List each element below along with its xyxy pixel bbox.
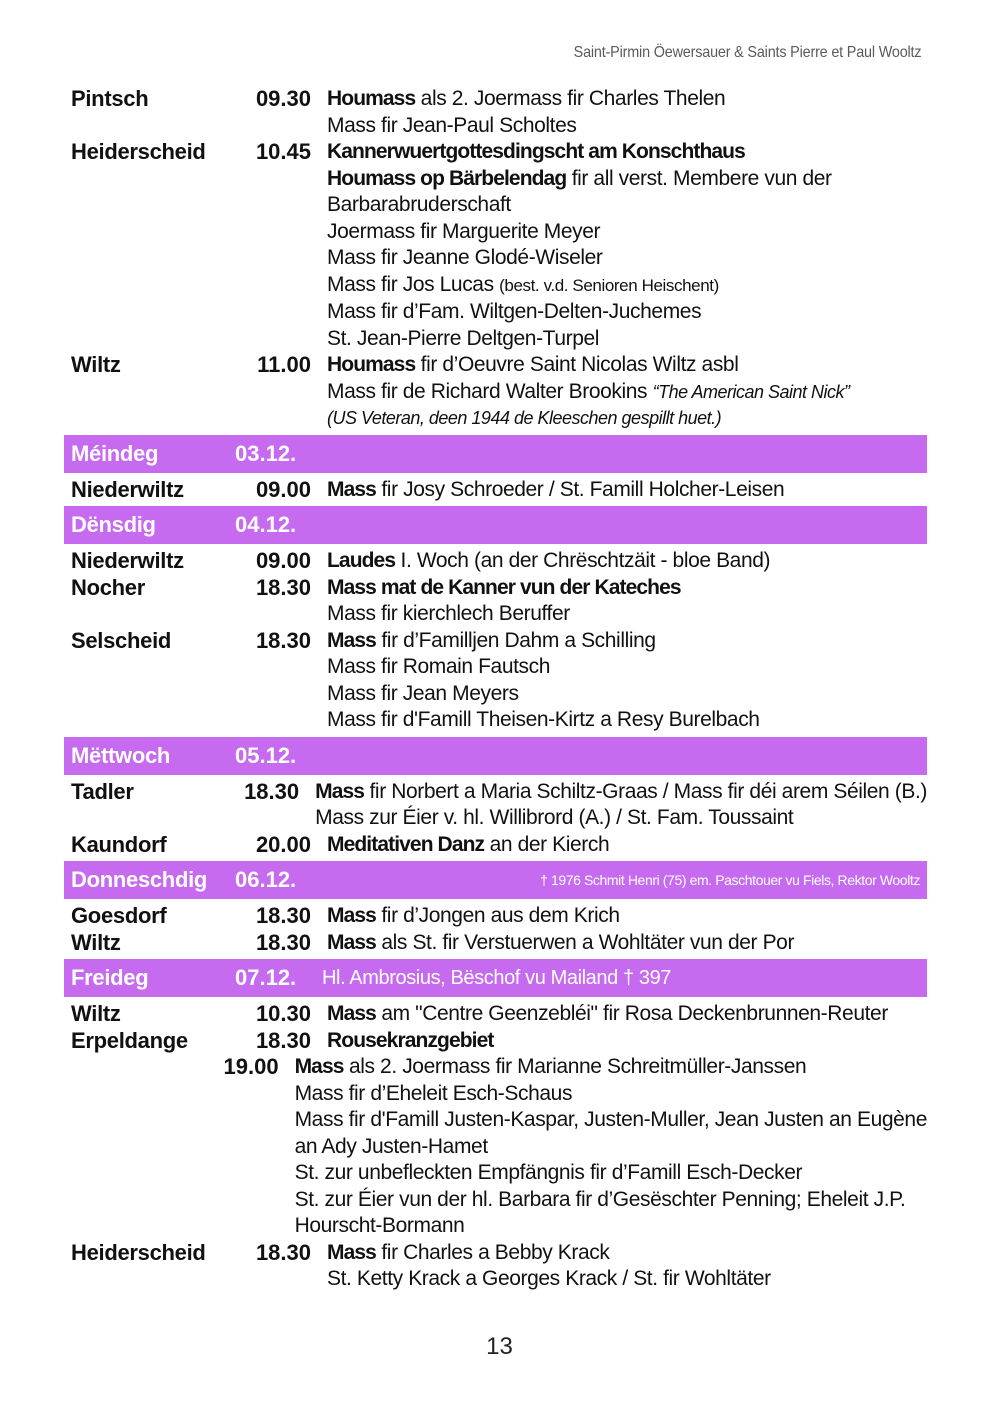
schedule-entry bbox=[64, 832, 927, 859]
service-description bbox=[327, 86, 927, 139]
service-description bbox=[327, 628, 927, 734]
service-time: 10.30 bbox=[255, 1001, 311, 1026]
description-line bbox=[327, 477, 927, 504]
annotation: (best. v.d. Senioren Heischent) bbox=[499, 275, 719, 295]
place-name: Niederwiltz bbox=[71, 548, 184, 573]
day-date: 07.12. bbox=[235, 965, 297, 990]
service-time: 18.30 bbox=[255, 574, 311, 600]
description-line bbox=[315, 779, 927, 806]
intention-text: Mass fir d’Fam. Wiltgen-Delten-Juchemes bbox=[327, 300, 702, 323]
service-type: Mass mat de Kanner vun der Kateches bbox=[327, 575, 681, 599]
service-time: 18.30 bbox=[255, 1027, 311, 1053]
service-type: Houmass bbox=[327, 87, 416, 110]
description-line bbox=[295, 1134, 927, 1161]
italic-note: (US Veteran, deen 1944 de Kleeschen gespillt huet.) bbox=[327, 408, 722, 428]
description-line bbox=[295, 1054, 927, 1081]
day-date: 06.12. bbox=[235, 867, 297, 892]
schedule-entry bbox=[64, 575, 927, 628]
description-line bbox=[327, 352, 927, 379]
page-number: 13 bbox=[486, 1333, 513, 1360]
description-line bbox=[295, 1081, 927, 1108]
description-line bbox=[327, 192, 927, 219]
service-type: Mass bbox=[315, 779, 365, 803]
service-description bbox=[327, 1240, 927, 1293]
place-name: Kaundorf bbox=[71, 831, 167, 857]
description-line bbox=[327, 654, 927, 681]
description-line bbox=[327, 326, 927, 353]
place-name: Pintsch bbox=[71, 86, 149, 111]
schedule-entry bbox=[64, 903, 927, 930]
intention-text: Barbarabruderschaft bbox=[327, 193, 511, 216]
description-line bbox=[295, 1107, 927, 1134]
place-name: Heiderscheid bbox=[71, 139, 206, 164]
place-name: Erpeldange bbox=[71, 1027, 188, 1053]
service-type: Mass bbox=[327, 1240, 376, 1264]
intention-text: an Ady Justen-Hamet bbox=[294, 1134, 488, 1158]
day-header-bar bbox=[64, 959, 927, 997]
schedule-entry bbox=[64, 548, 927, 575]
service-type: Mass bbox=[327, 477, 376, 501]
intention-text: Mass fir Jean-Paul Scholtes bbox=[327, 113, 577, 137]
place-name: Nocher bbox=[71, 574, 145, 600]
place-name: Wiltz bbox=[71, 929, 121, 955]
intention-text: fir d’Familljen Dahm a Schilling bbox=[375, 628, 656, 652]
intention-text: fir d’Oeuvre Saint Nicolas Wiltz asbl bbox=[415, 353, 739, 376]
feast-note: Hl. Ambrosius, Bëschof vu Mailand † 397 bbox=[322, 966, 672, 989]
description-line bbox=[327, 405, 927, 432]
schedule-entry bbox=[64, 1054, 927, 1240]
italic-note: “The American Saint Nick” bbox=[652, 381, 850, 402]
description-line bbox=[327, 219, 927, 246]
description-line bbox=[327, 166, 927, 193]
place-name: Wiltz bbox=[71, 352, 121, 377]
intention-text: Mass fir d'Famill Theisen-Kirtz a Resy Burelbach bbox=[327, 708, 760, 731]
schedule-entry bbox=[64, 779, 927, 832]
intention-text: fir Charles a Bebby Krack bbox=[375, 1240, 610, 1264]
schedule-entry bbox=[64, 86, 927, 139]
intention-text: Mass fir kierchlech Beruffer bbox=[327, 602, 570, 625]
description-line bbox=[327, 86, 927, 113]
intention-text: Hourscht-Bormann bbox=[294, 1214, 465, 1237]
intention-text: St. zur Éier vun der hl. Barbara fir d’Gesëschter Penning; Eheleit J.P. bbox=[294, 1187, 906, 1211]
intention-text: I. Woch (an der Chrëschtzäit - bloe Band) bbox=[395, 549, 771, 572]
place-name: Goesdorf bbox=[71, 903, 167, 928]
day-name: Dënsdig bbox=[71, 512, 156, 537]
description-line bbox=[327, 1266, 927, 1293]
service-description bbox=[327, 1028, 927, 1055]
description-line bbox=[327, 628, 927, 655]
intention-text: als 2. Joermass fir Charles Thelen bbox=[415, 87, 726, 110]
service-time: 11.00 bbox=[257, 352, 311, 377]
intention-text: fir Norbert a Maria Schiltz-Graas / Mass fir déi arem Séilen (B.) bbox=[364, 779, 927, 803]
intention-text: Mass fir Jeanne Glodé-Wiseler bbox=[327, 246, 603, 269]
description-line bbox=[327, 681, 927, 708]
service-type: Kannerwuertgottesdingscht am Konschthaus bbox=[327, 140, 745, 163]
service-type: Mass bbox=[294, 1055, 344, 1078]
description-line bbox=[327, 930, 927, 957]
day-name: Méindeg bbox=[71, 440, 159, 466]
service-type: Mass bbox=[327, 1002, 376, 1025]
service-description bbox=[327, 548, 927, 575]
day-name: Donneschdig bbox=[71, 867, 208, 892]
description-line bbox=[327, 1028, 927, 1055]
running-header: Saint-Pirmin Öewersauer & Saints Pierre et Paul Wooltz bbox=[573, 44, 921, 61]
service-time: 18.30 bbox=[255, 929, 311, 955]
day-header-bar bbox=[64, 737, 927, 775]
intention-text: St. zur unbefleckten Empfängnis fir d’Famill Esch-Decker bbox=[294, 1161, 803, 1184]
description-line bbox=[327, 299, 927, 326]
service-time: 20.00 bbox=[255, 831, 311, 857]
service-description bbox=[327, 352, 927, 432]
service-description bbox=[327, 1001, 927, 1028]
intention-text: St. Jean-Pierre Deltgen-Turpel bbox=[327, 326, 600, 350]
service-description bbox=[327, 930, 927, 957]
place-name: Tadler bbox=[71, 778, 134, 804]
description-line bbox=[295, 1213, 927, 1240]
day-date: 04.12. bbox=[235, 512, 297, 537]
service-description bbox=[327, 477, 927, 504]
intention-text: Joermass fir Marguerite Meyer bbox=[327, 219, 601, 243]
service-time: 09.00 bbox=[255, 548, 311, 573]
service-time: 18.30 bbox=[255, 903, 311, 928]
description-line bbox=[295, 1160, 927, 1187]
intention-text: am "Centre Geenzebléi" fir Rosa Deckenbrunnen-Reuter bbox=[375, 1002, 888, 1025]
service-type: Mass bbox=[327, 930, 376, 954]
service-time: 18.30 bbox=[255, 627, 311, 653]
description-line bbox=[327, 548, 927, 575]
description-line bbox=[327, 113, 927, 140]
service-description bbox=[315, 779, 927, 832]
service-type: Rousekranzgebiet bbox=[327, 1028, 494, 1052]
service-type: Mass bbox=[327, 904, 376, 927]
description-line bbox=[327, 832, 927, 859]
schedule-entry bbox=[64, 930, 927, 957]
service-time: 09.30 bbox=[255, 86, 311, 111]
day-header-bar bbox=[64, 506, 927, 544]
schedule-entry bbox=[64, 1240, 927, 1293]
schedule-content bbox=[64, 86, 927, 1293]
service-time: 09.00 bbox=[255, 476, 311, 502]
place-name: Niederwiltz bbox=[71, 476, 184, 502]
intention-text: als 2. Joermass fir Marianne Schreitmüller-Janssen bbox=[343, 1055, 807, 1078]
schedule-entry bbox=[64, 352, 927, 432]
service-type: Houmass op Bärbelendag bbox=[327, 166, 567, 190]
place-name: Wiltz bbox=[71, 1001, 121, 1026]
service-description bbox=[327, 139, 927, 352]
description-line bbox=[327, 1240, 927, 1267]
memorial-note: † 1976 Schmit Henri (75) em. Paschtouer vu Fiels, Rektor Wooltz bbox=[540, 872, 920, 888]
intention-text: Mass fir Romain Fautsch bbox=[327, 655, 551, 678]
intention-text: Mass fir Jean Meyers bbox=[327, 681, 519, 705]
schedule-entry bbox=[64, 1001, 927, 1028]
service-description bbox=[327, 832, 927, 859]
description-line bbox=[327, 272, 927, 300]
intention-text: St. Ketty Krack a Georges Krack / St. fir Wohltäter bbox=[327, 1267, 771, 1290]
schedule-entry bbox=[64, 477, 927, 504]
day-name: Freideg bbox=[71, 965, 149, 990]
intention-text: Mass zur Éier v. hl. Willibrord (A.) / St. Fam. Toussaint bbox=[315, 806, 794, 829]
intention-text: Mass fir d'Famill Justen-Kaspar, Justen-Muller, Jean Justen an Eugène bbox=[294, 1108, 927, 1131]
place-name: Selscheid bbox=[71, 627, 172, 653]
description-line bbox=[327, 903, 927, 930]
day-date: 03.12. bbox=[235, 440, 297, 466]
schedule-entry bbox=[64, 628, 927, 734]
service-description bbox=[327, 903, 927, 930]
intention-text: fir all verst. Membere vun der bbox=[566, 166, 832, 190]
day-name: Mëttwoch bbox=[71, 742, 171, 768]
description-line bbox=[327, 575, 927, 602]
intention-text: fir d’Jongen aus dem Krich bbox=[375, 904, 620, 927]
intention-text: als St. fir Verstuerwen a Wohltäter vun der Por bbox=[375, 930, 795, 954]
description-line bbox=[327, 707, 927, 734]
description-line bbox=[327, 601, 927, 628]
intention-text: Mass fir de Richard Walter Brookins bbox=[327, 379, 653, 403]
service-time: 18.30 bbox=[255, 1239, 311, 1265]
service-type: Mass bbox=[327, 628, 376, 652]
service-time: 18.30 bbox=[244, 778, 300, 804]
intention-text: fir Josy Schroeder / St. Famill Holcher-Leisen bbox=[375, 477, 785, 501]
intention-text: an der Kierch bbox=[484, 832, 610, 856]
description-line bbox=[315, 805, 927, 832]
day-date: 05.12. bbox=[235, 742, 297, 768]
description-line bbox=[327, 379, 927, 406]
place-name: Heiderscheid bbox=[71, 1239, 206, 1265]
service-type: Meditativen Danz bbox=[327, 832, 485, 856]
description-line bbox=[327, 1001, 927, 1028]
service-time: 19.00 bbox=[223, 1054, 279, 1079]
schedule-entry bbox=[64, 1028, 927, 1055]
schedule-entry bbox=[64, 139, 927, 352]
service-description bbox=[295, 1054, 927, 1240]
description-line bbox=[327, 139, 927, 166]
service-type: Houmass bbox=[327, 353, 416, 376]
day-header-bar bbox=[64, 435, 927, 473]
service-type: Laudes bbox=[327, 549, 396, 572]
description-line bbox=[295, 1187, 927, 1214]
service-time: 10.45 bbox=[255, 139, 311, 164]
day-header-bar bbox=[64, 861, 927, 899]
intention-text: Mass fir d’Eheleit Esch-Schaus bbox=[294, 1081, 573, 1105]
intention-text: Mass fir Jos Lucas bbox=[327, 272, 500, 296]
service-description bbox=[327, 575, 927, 628]
description-line bbox=[327, 245, 927, 272]
